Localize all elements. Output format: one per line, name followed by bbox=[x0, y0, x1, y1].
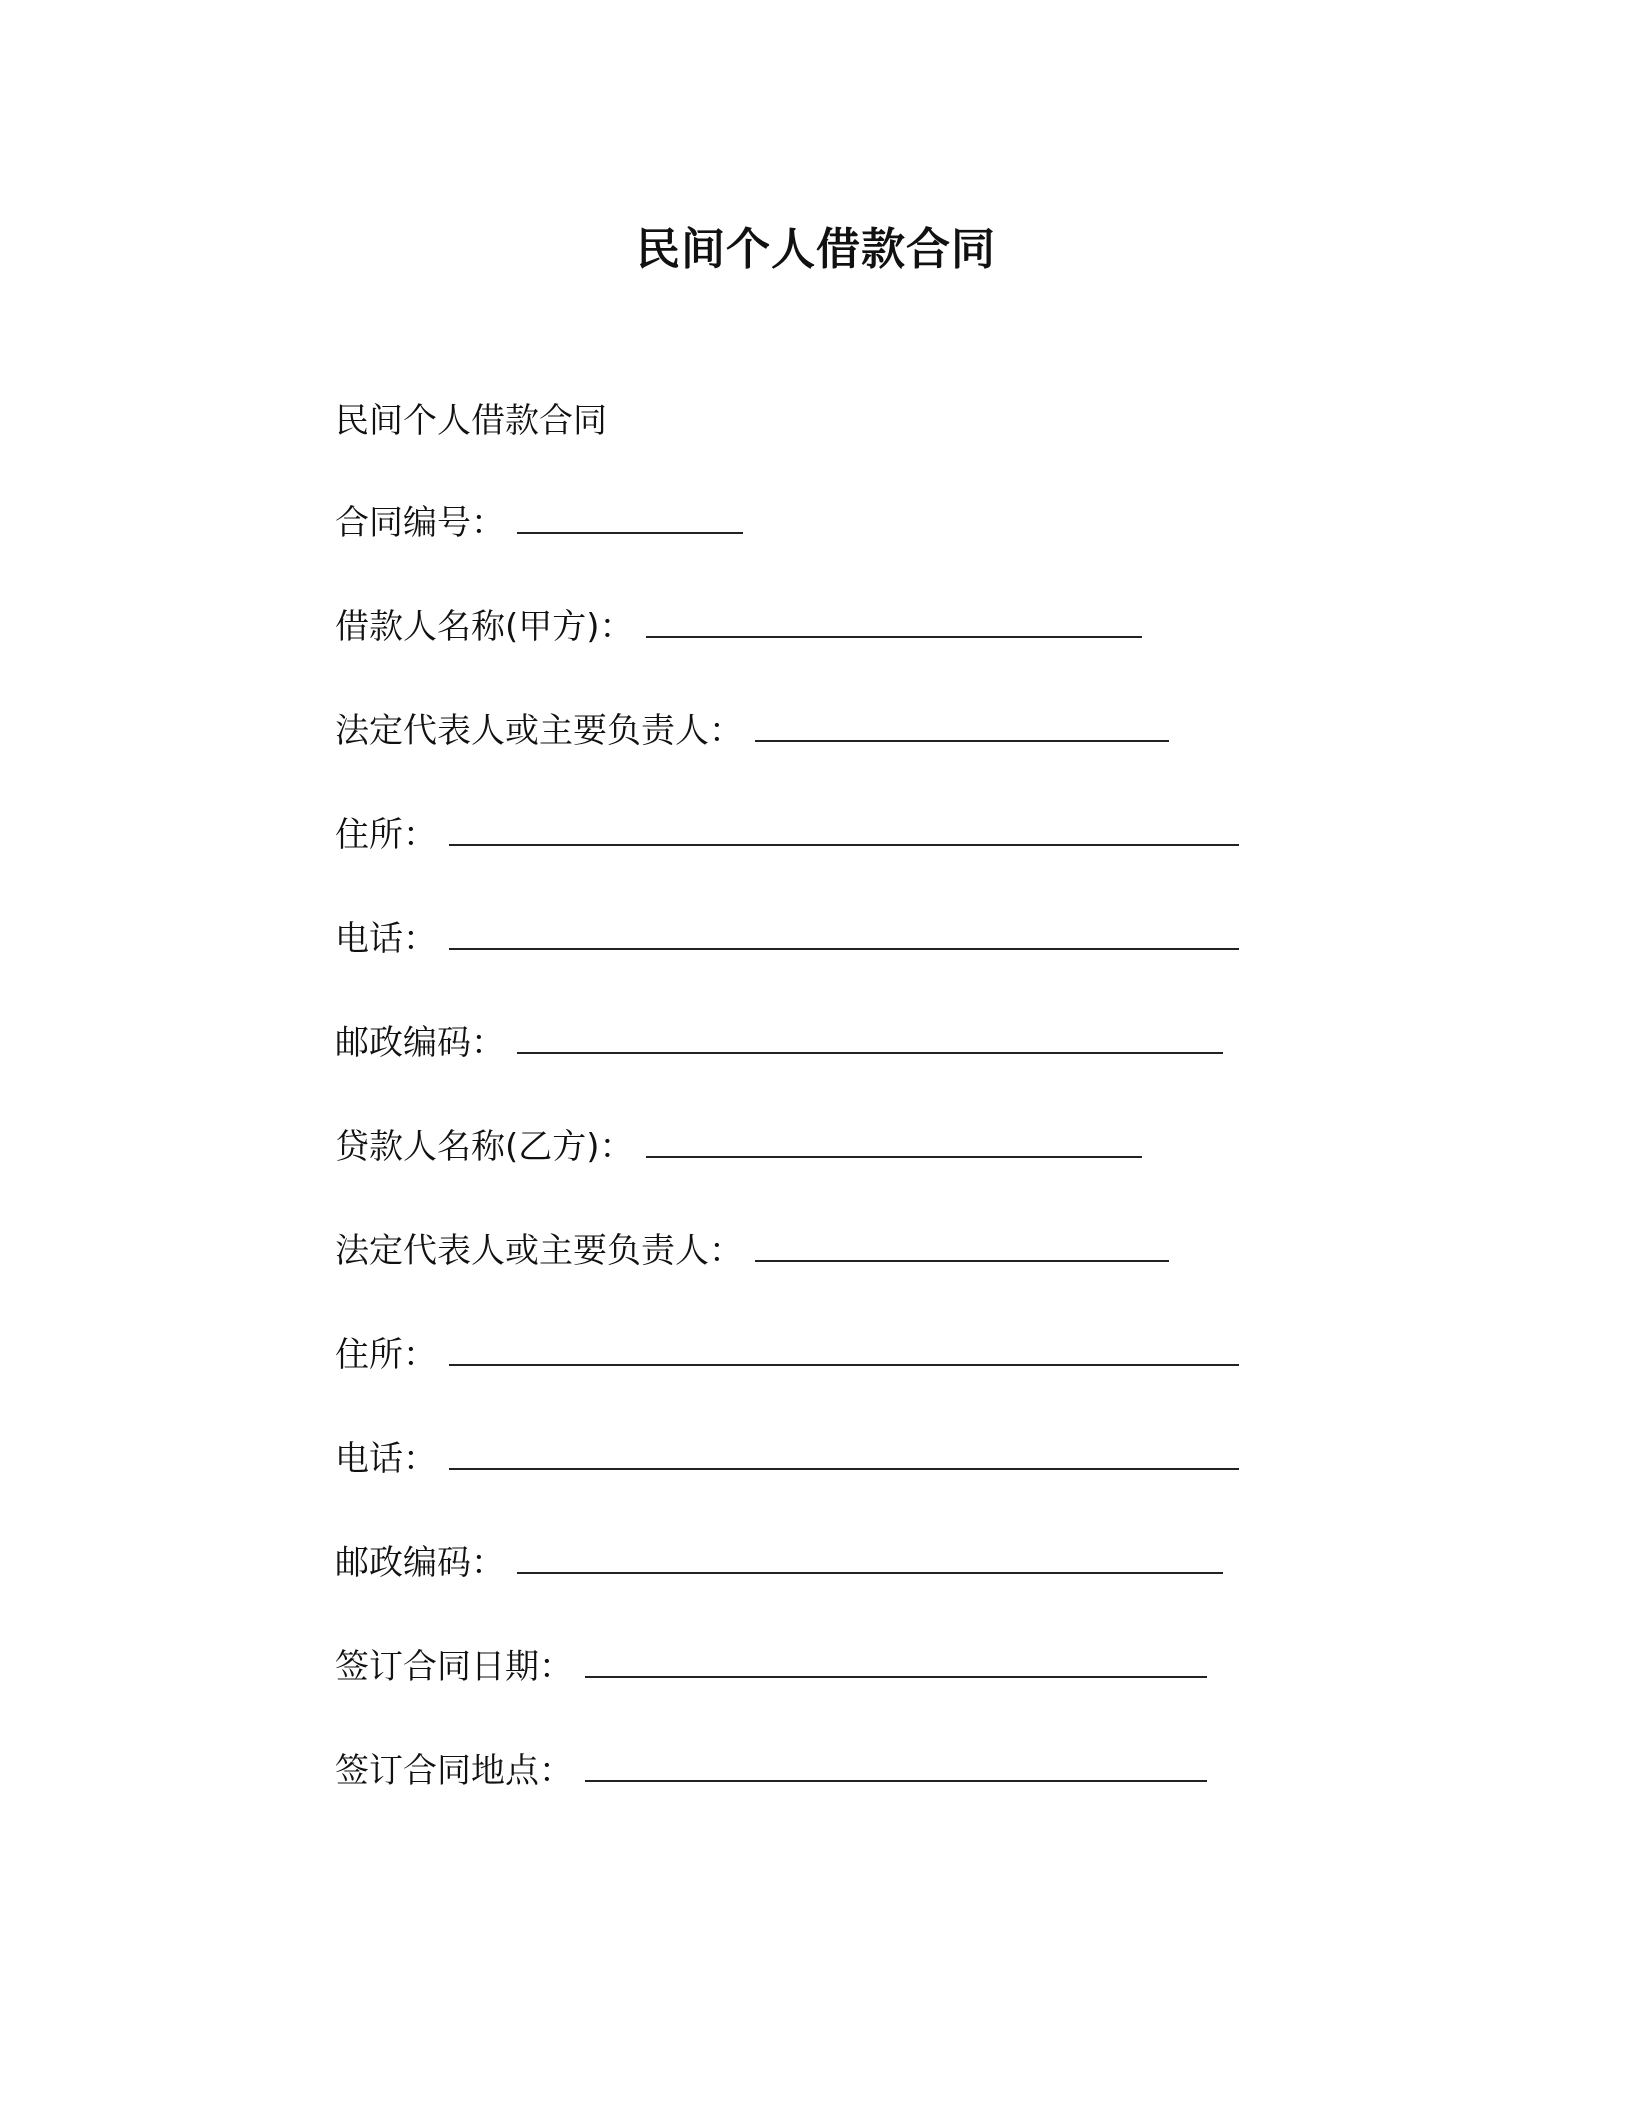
borrower-address-field bbox=[335, 810, 1239, 860]
lender-representative-blank bbox=[755, 1230, 1169, 1262]
signing-date-field bbox=[335, 1642, 1207, 1692]
borrower-representative-blank bbox=[755, 710, 1169, 742]
borrower-postcode-field bbox=[335, 1018, 1223, 1068]
borrower-postcode-blank bbox=[517, 1022, 1223, 1054]
lender-representative-field bbox=[335, 1226, 1169, 1276]
lender-address-field bbox=[335, 1330, 1239, 1380]
borrower-phone-blank bbox=[449, 918, 1239, 950]
field-label: 邮政编码： bbox=[335, 1023, 505, 1063]
lender-name-field bbox=[335, 1122, 1142, 1172]
field-label: 电话： bbox=[335, 919, 437, 959]
borrower-address-blank bbox=[449, 814, 1239, 846]
borrower-phone-field bbox=[335, 914, 1239, 964]
lender-name-blank bbox=[646, 1126, 1142, 1158]
signing-place-field bbox=[335, 1746, 1207, 1796]
field-label: 法定代表人或主要负责人： bbox=[335, 711, 743, 751]
borrower-name-blank bbox=[646, 606, 1142, 638]
field-label: 借款人名称(甲方)： bbox=[335, 607, 634, 647]
field-label: 合同编号： bbox=[335, 503, 505, 543]
contract-number-blank bbox=[517, 502, 743, 534]
document-title: 民间个人借款合同 bbox=[636, 224, 996, 275]
borrower-name-field bbox=[335, 602, 1142, 652]
lender-phone-field bbox=[335, 1434, 1239, 1484]
contract-number-field bbox=[335, 498, 743, 548]
lender-address-blank bbox=[449, 1334, 1239, 1366]
borrower-representative-field bbox=[335, 706, 1169, 756]
lender-phone-blank bbox=[449, 1438, 1239, 1470]
lender-postcode-field bbox=[335, 1538, 1223, 1588]
field-label: 签订合同日期： bbox=[335, 1647, 573, 1687]
document-subtitle: 民间个人借款合同 bbox=[335, 401, 607, 441]
field-label: 电话： bbox=[335, 1439, 437, 1479]
field-label: 贷款人名称(乙方)： bbox=[335, 1127, 634, 1167]
lender-postcode-blank bbox=[517, 1542, 1223, 1574]
field-label: 住所： bbox=[335, 815, 437, 855]
field-label: 法定代表人或主要负责人： bbox=[335, 1231, 743, 1271]
field-label: 邮政编码： bbox=[335, 1543, 505, 1583]
field-label: 签订合同地点： bbox=[335, 1751, 573, 1791]
signing-date-blank bbox=[585, 1646, 1207, 1678]
signing-place-blank bbox=[585, 1750, 1207, 1782]
field-label: 住所： bbox=[335, 1335, 437, 1375]
